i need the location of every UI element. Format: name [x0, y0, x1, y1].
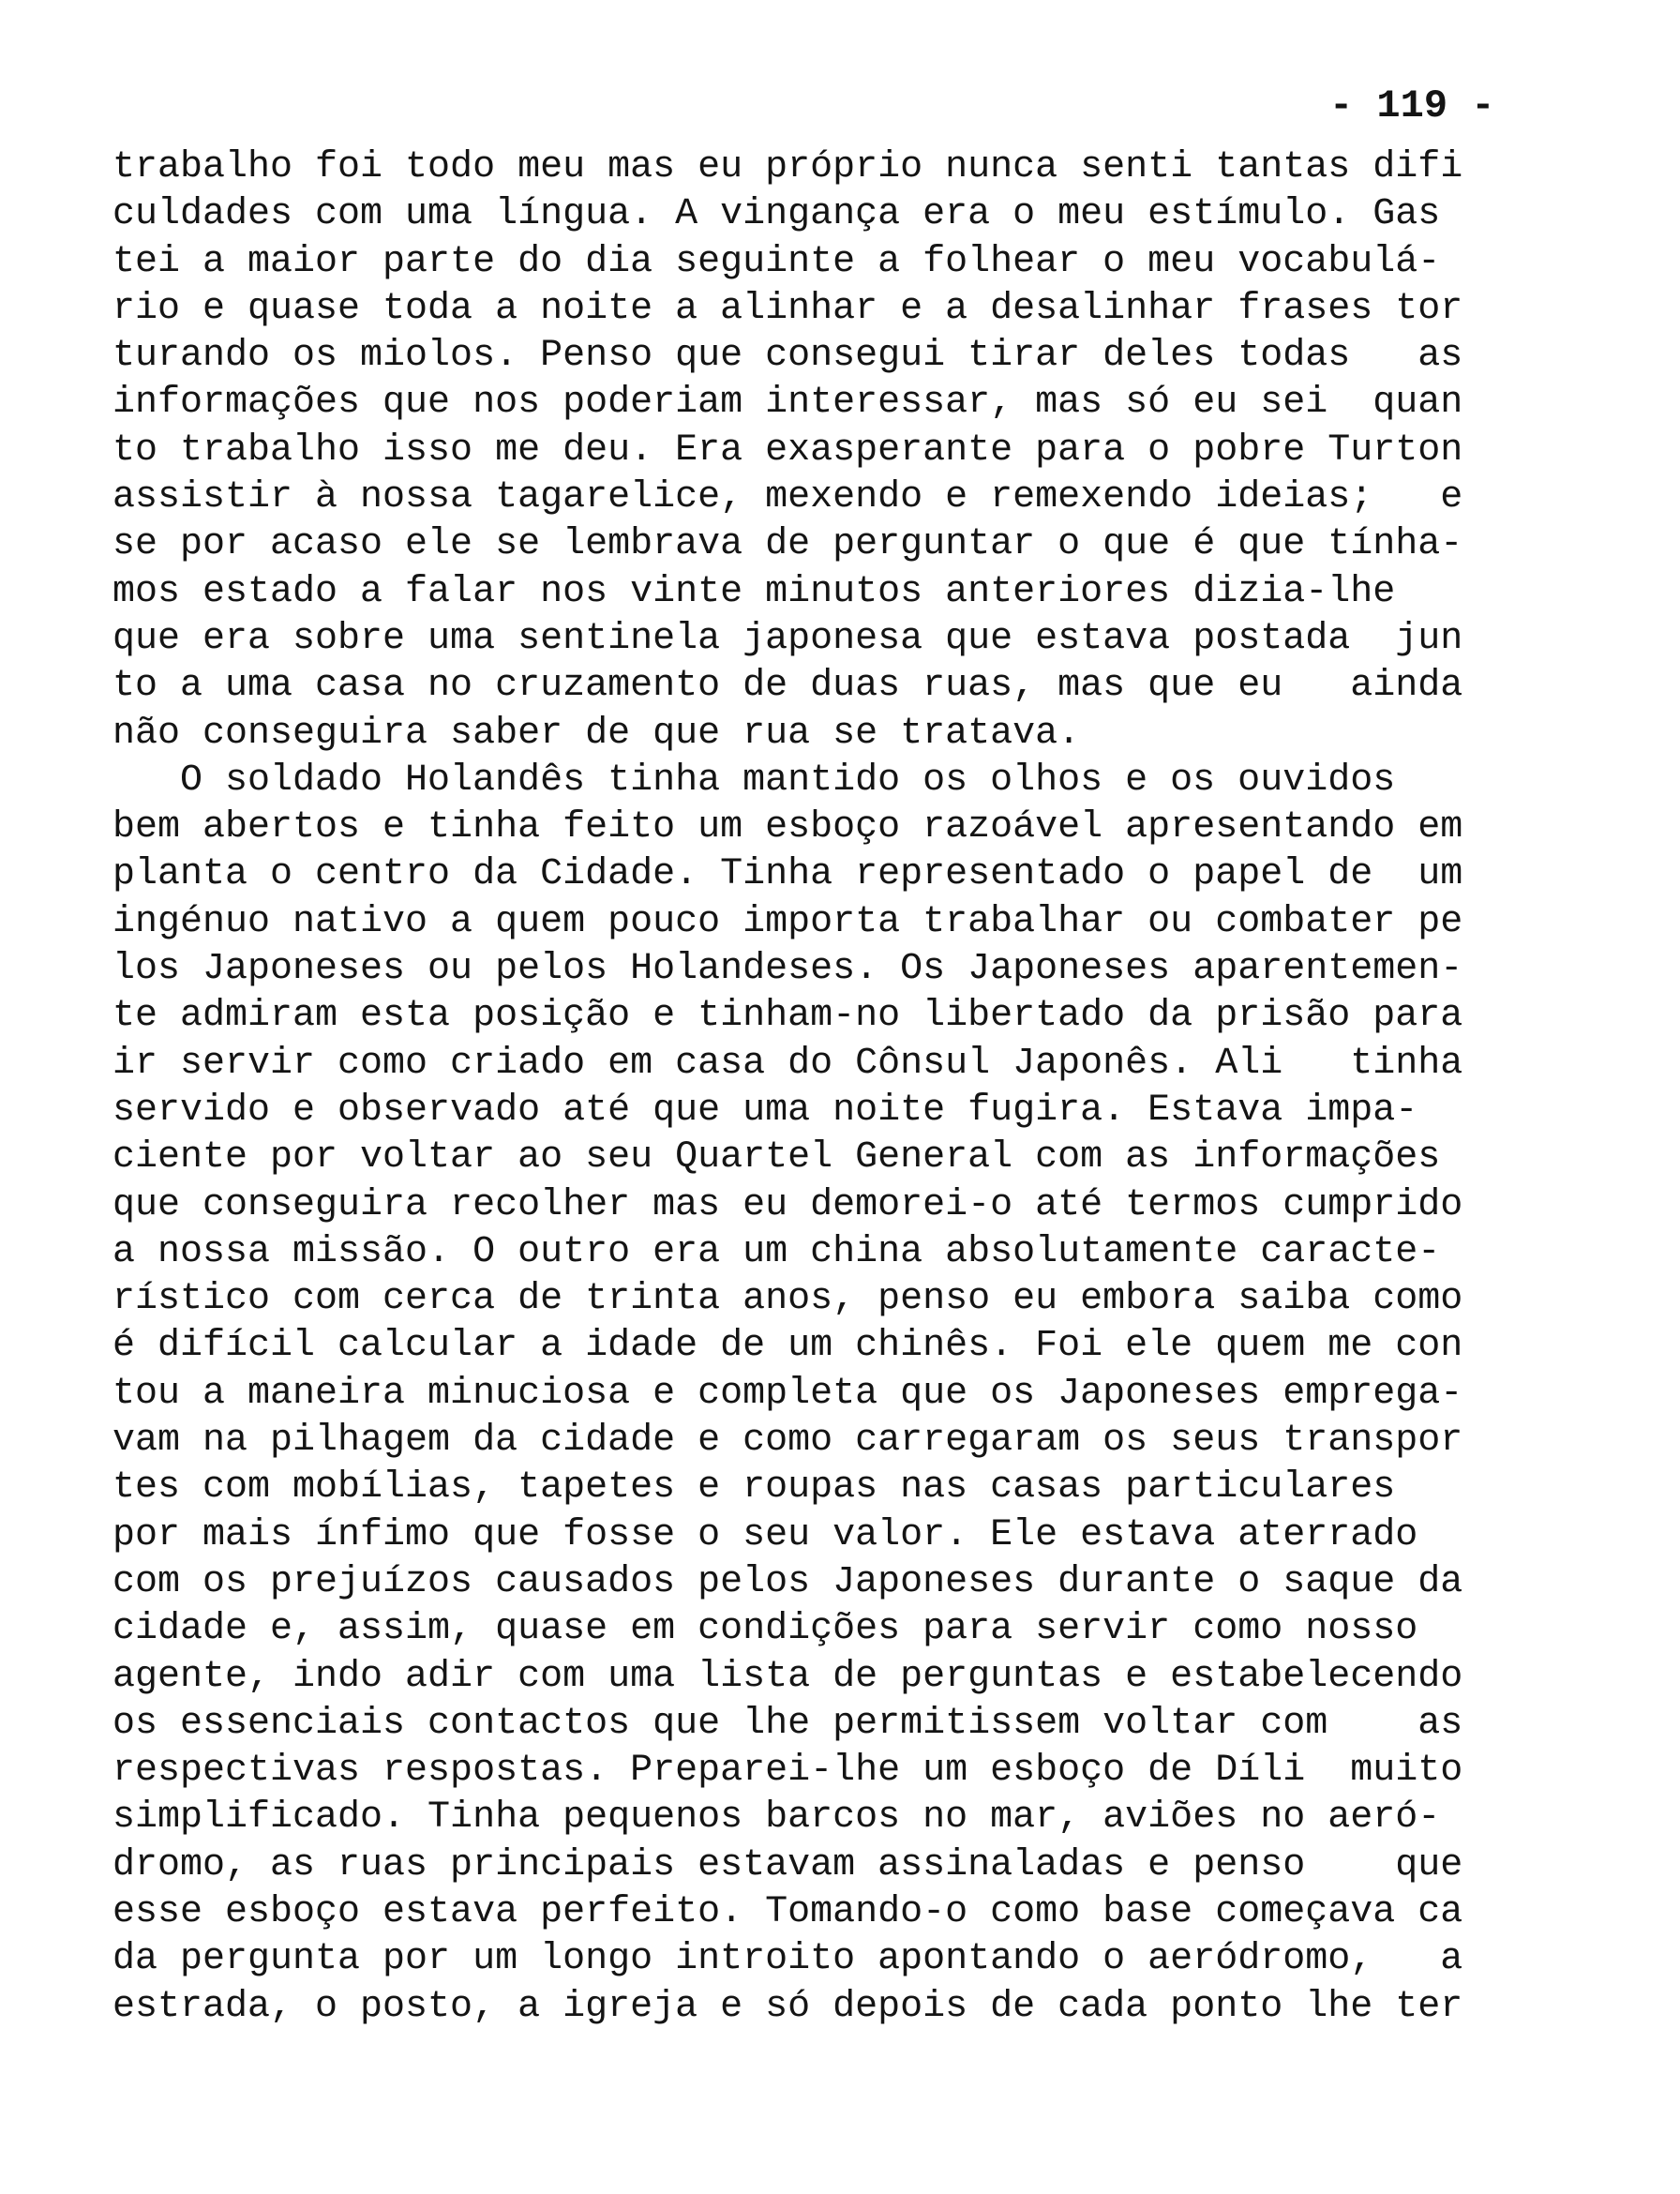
text-line: bem abertos e tinha feito um esboço razoável apresentando em	[112, 806, 1463, 849]
text-line: informações que nos poderiam interessar, mas só eu sei quan	[112, 382, 1463, 425]
text-line: não conseguira saber de que rua se tratava.	[112, 712, 1081, 755]
text-line: tes com mobílias, tapetes e roupas nas casas particulares	[112, 1466, 1396, 1510]
text-line: servido e observado até que uma noite fugira. Estava impa-	[112, 1089, 1418, 1132]
text-line: estrada, o posto, a igreja e só depois de cada ponto lhe ter	[112, 1985, 1463, 2028]
text-line: rístico com cerca de trinta anos, penso eu embora saiba como	[112, 1278, 1463, 1321]
text-line: to trabalho isso me deu. Era exasperante para o pobre Turton	[112, 428, 1463, 472]
paragraph-start-line: O soldado Holandês tinha mantido os olhos e os ouvidos	[180, 759, 1396, 802]
text-line: turando os miolos. Penso que consegui tirar deles todas as	[112, 335, 1463, 378]
text-line: rio e quase toda a noite a alinhar e a desalinhar frases tor	[112, 287, 1463, 330]
text-line: assistir à nossa tagarelice, mexendo e remexendo ideias; e	[112, 476, 1463, 519]
text-line: que era sobre uma sentinela japonesa que estava postada jun	[112, 617, 1463, 660]
text-line: tou a maneira minuciosa e completa que os Japoneses emprega-	[112, 1372, 1463, 1415]
body-text	[112, 144, 1538, 2031]
text-line: culdades com uma língua. A vingança era o meu estímulo. Gas	[112, 193, 1441, 236]
text-line: respectivas respostas. Preparei-lhe um esboço de Díli muito	[112, 1750, 1463, 1793]
text-line: ir servir como criado em casa do Cônsul Japonês. Ali tinha	[112, 1042, 1463, 1085]
text-line: esse esboço estava perfeito. Tomando-o como base começava ca	[112, 1890, 1463, 1933]
text-line: te admiram esta posição e tinham-no libertado da prisão para	[112, 995, 1463, 1038]
text-line: los Japoneses ou pelos Holandeses. Os Japoneses aparentemen-	[112, 948, 1463, 991]
text-line: que conseguira recolher mas eu demorei-o até termos cumprido	[112, 1183, 1463, 1226]
text-line: com os prejuízos causados pelos Japoneses durante o saque da	[112, 1560, 1463, 1603]
text-line: mos estado a falar nos vinte minutos anteriores dizia-lhe	[112, 570, 1396, 613]
text-line: se por acaso ele se lembrava de perguntar o que é que tínha-	[112, 523, 1463, 566]
text-line: da pergunta por um longo introito apontando o aeródromo, a	[112, 1938, 1463, 1981]
text-line: planta o centro da Cidade. Tinha representado o papel de um	[112, 853, 1463, 896]
text-line: ciente por voltar ao seu Quartel General com as informações	[112, 1136, 1441, 1180]
text-line: vam na pilhagem da cidade e como carregaram os seus transpor	[112, 1420, 1463, 1463]
text-line: ingénuo nativo a quem pouco importa trabalhar ou combater pe	[112, 900, 1463, 943]
text-line: por mais ínfimo que fosse o seu valor. Ele estava aterrado	[112, 1513, 1418, 1556]
text-line: tei a maior parte do dia seguinte a folhear o meu vocabulá-	[112, 240, 1441, 283]
text-line: é difícil calcular a idade de um chinês. Foi ele quem me con	[112, 1325, 1463, 1368]
text-line: agente, indo adir com uma lista de perguntas e estabelecendo	[112, 1655, 1463, 1698]
page-number: - 119 -	[1329, 83, 1495, 128]
text-line: trabalho foi todo meu mas eu próprio nunca senti tantas difi	[112, 146, 1463, 188]
text-line: cidade e, assim, quase em condições para servir como nosso	[112, 1608, 1418, 1651]
text-line: to a uma casa no cruzamento de duas ruas, mas que eu ainda	[112, 665, 1463, 708]
text-line: simplificado. Tinha pequenos barcos no mar, aviões no aeró-	[112, 1796, 1441, 1840]
text-line: a nossa missão. O outro era um china absolutamente caracte-	[112, 1230, 1441, 1273]
text-line: os essenciais contactos que lhe permitissem voltar com as	[112, 1702, 1463, 1745]
text-line: dromo, as ruas principais estavam assinaladas e penso que	[112, 1843, 1463, 1886]
